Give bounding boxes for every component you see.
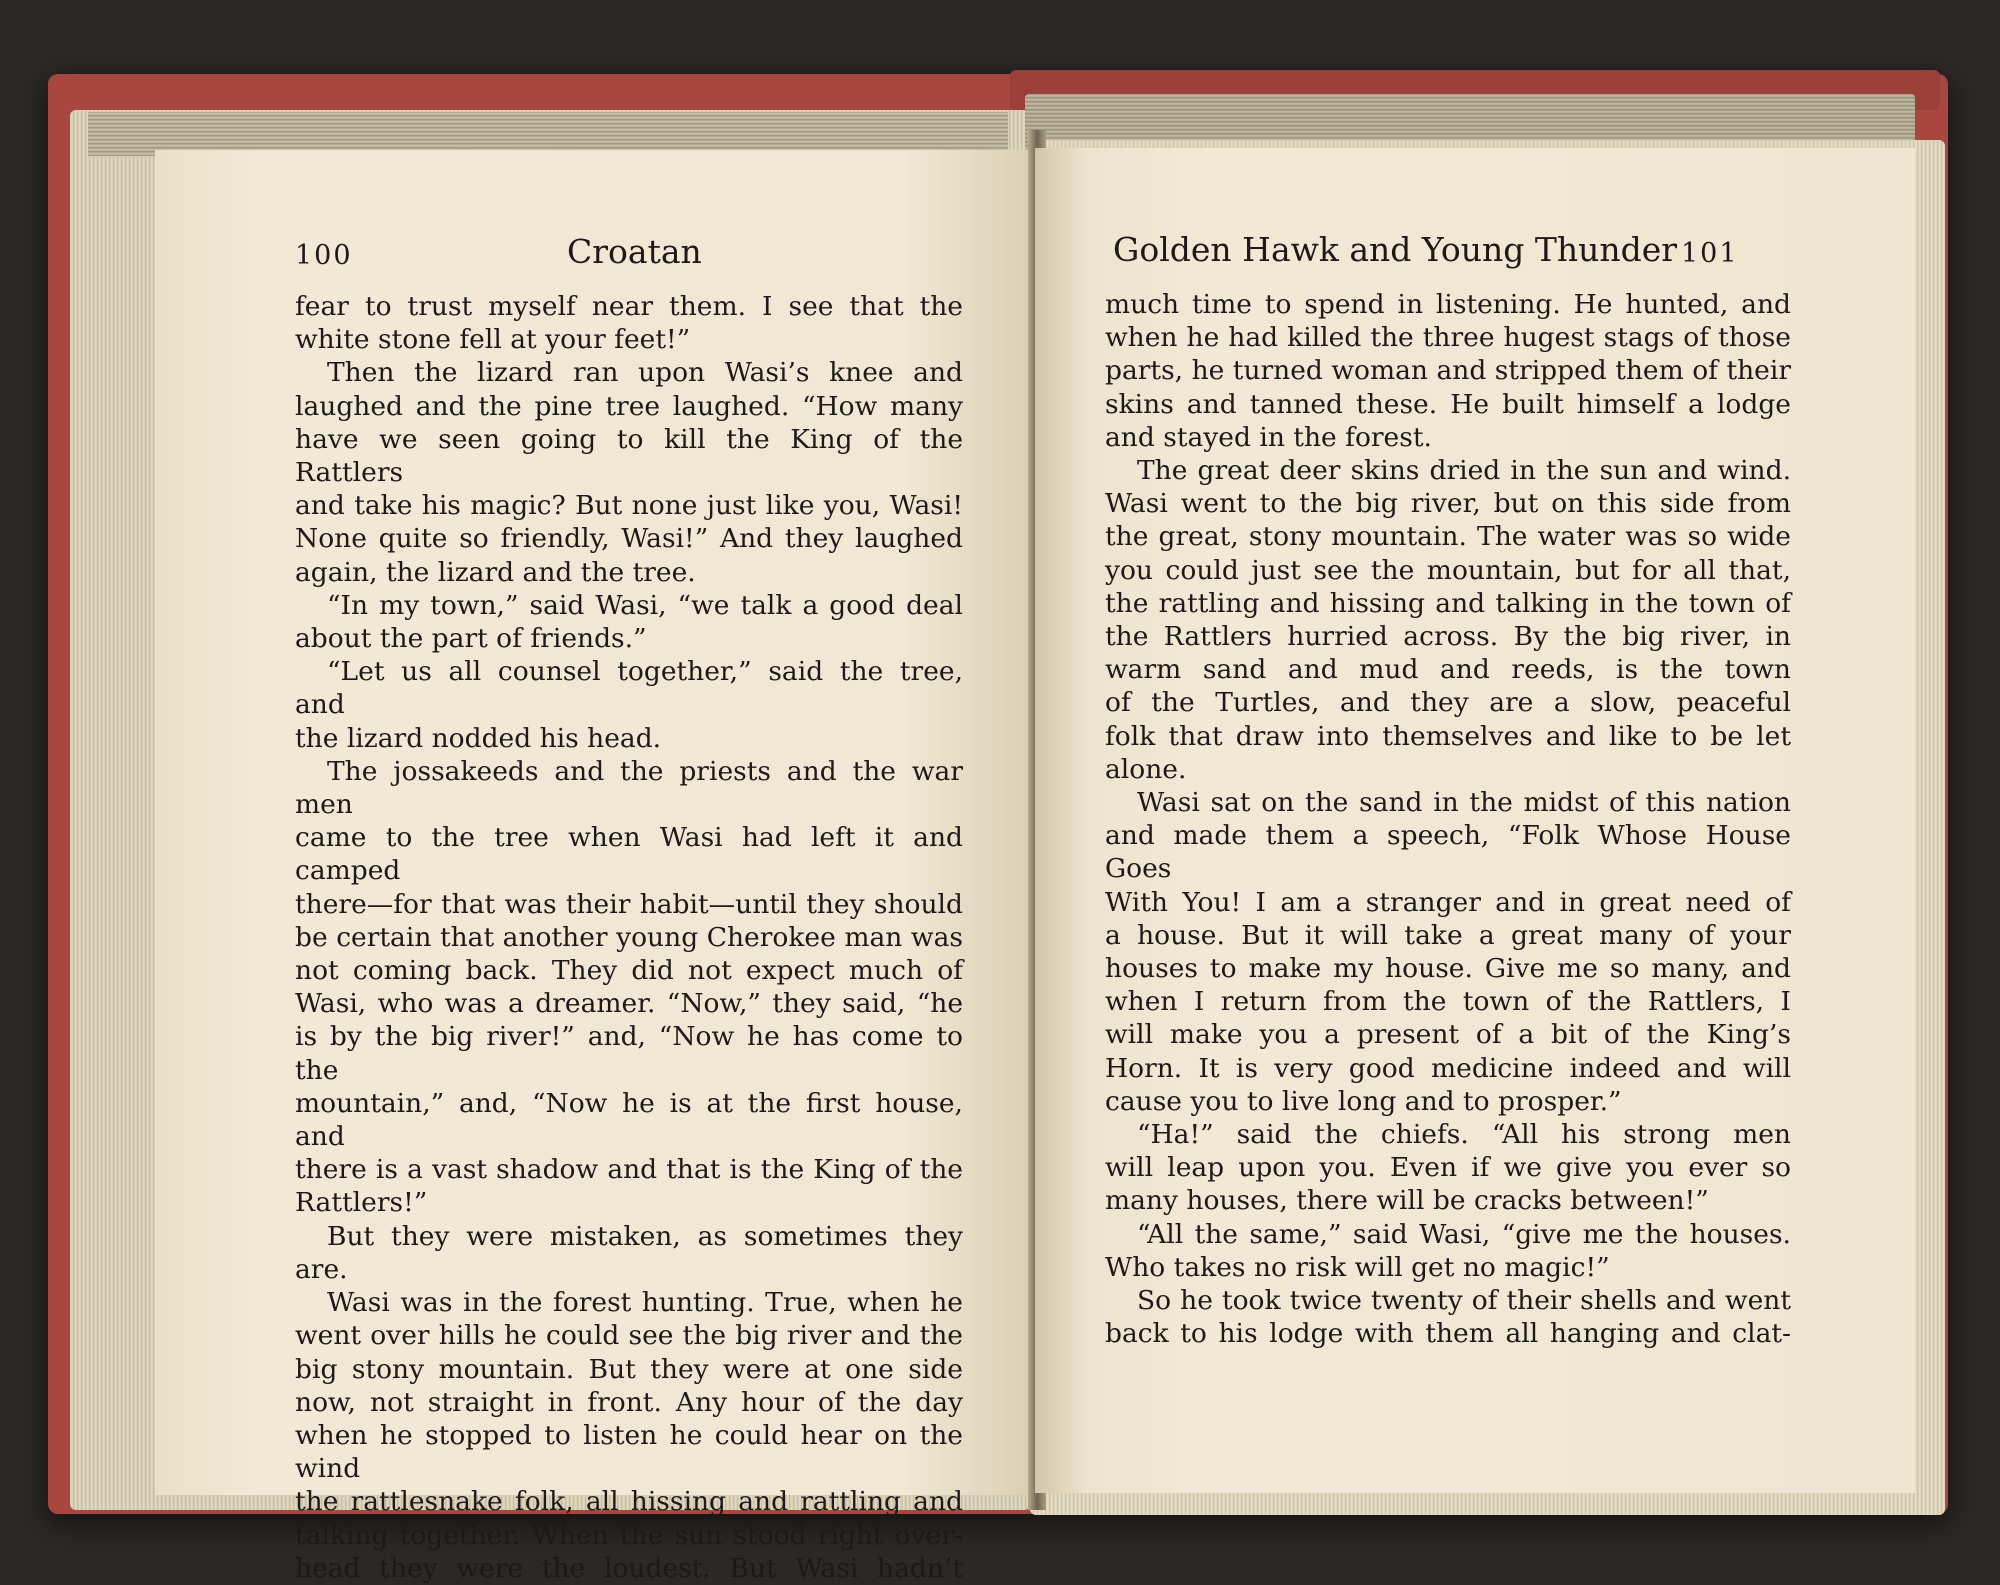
text-line: skins and tanned these. He built himself a lodge <box>1105 388 1791 420</box>
right-page-number: 101 <box>1681 238 1739 269</box>
left-page-text <box>295 290 963 1585</box>
text-line: you could just see the mountain, but for all that, <box>1105 554 1791 586</box>
text-line: the lizard nodded his head. <box>295 722 662 754</box>
text-line: about the part of friends.” <box>295 623 647 655</box>
left-running-head: Croatan <box>567 232 702 271</box>
text-line: warm sand and mud and reeds, is the town <box>1105 654 1791 686</box>
text-line: went over hills he could see the big river and the <box>295 1320 963 1352</box>
text-line: Wasi sat on the sand in the midst of this nation <box>1137 787 1791 819</box>
text-line: Wasi went to the big river, but on this side from <box>1105 488 1791 520</box>
text-line: when I return from the town of the Rattlers, I <box>1105 986 1791 1018</box>
text-line: back to his lodge with them all hanging and clat- <box>1105 1318 1791 1350</box>
text-line: big stony mountain. But they were at one side <box>295 1353 963 1385</box>
text-line: again, the lizard and the tree. <box>295 556 696 588</box>
text-line: With You! I am a stranger and in great need of <box>1105 886 1791 918</box>
text-line: Wasi was in the forest hunting. True, when he <box>327 1287 963 1319</box>
text-line: have we seen going to kill the King of the Rattlers <box>295 423 963 489</box>
text-line: there—for that was their habit—until they should <box>295 888 963 920</box>
text-line: But they were mistaken, as sometimes they are. <box>295 1220 963 1285</box>
text-line: the Rattlers hurried across. By the big river, in <box>1105 621 1791 653</box>
text-line: cause you to live long and to prosper.” <box>1105 1085 1622 1117</box>
text-line: not coming back. They did not expect much of <box>295 955 963 987</box>
text-line: came to the tree when Wasi had left it and camped <box>295 822 963 887</box>
text-line: now, not straight in front. Any hour of the day <box>295 1386 963 1418</box>
text-line: “In my town,” said Wasi, “we talk a good deal <box>327 589 963 621</box>
text-line: much time to spend in listening. He hunted, and <box>1105 289 1791 320</box>
text-line: and stayed in the forest. <box>1105 421 1432 453</box>
text-line: a house. But it will take a great many of your <box>1105 919 1791 951</box>
right-page-text <box>1105 288 1791 1351</box>
text-line: Rattlers!” <box>295 1187 428 1219</box>
left-page-number: 100 <box>295 240 353 271</box>
text-line: parts, he turned woman and stripped them of their <box>1105 355 1791 387</box>
text-line: laughed and the pine tree laughed. “How many <box>295 390 963 422</box>
right-running-head: Golden Hawk and Young Thunder <box>1113 230 1678 269</box>
text-line: and take his magic? But none just like you, Wasi! <box>295 490 963 522</box>
text-line: will leap upon you. Even if we give you ever so <box>1105 1152 1791 1184</box>
text-line: mountain,” and, “Now he is at the first house, and <box>295 1087 963 1153</box>
text-line: folk that draw into themselves and like to be let <box>1105 720 1791 752</box>
right-page <box>1035 148 1915 1493</box>
text-line: many houses, there will be cracks between!” <box>1105 1185 1709 1217</box>
text-line: Then the lizard ran upon Wasi’s knee and <box>327 357 963 389</box>
text-line: alone. <box>1105 753 1187 785</box>
text-line: head they were the loudest. But Wasi hadn’t <box>295 1552 963 1584</box>
text-line: and made them a speech, “Folk Whose House Goes <box>1105 820 1791 885</box>
text-line: will make you a present of a bit of the King’s <box>1105 1019 1791 1051</box>
text-line: there is a vast shadow and that is the King of the <box>295 1154 963 1186</box>
text-line: is by the big river!” and, “Now he has come to the <box>295 1021 963 1086</box>
text-line: Who takes no risk will get no magic!” <box>1105 1251 1610 1283</box>
text-line: “Let us all counsel together,” said the tree, and <box>295 656 963 721</box>
text-line: “Ha!” said the chiefs. “All his strong men <box>1137 1119 1791 1151</box>
text-line: Wasi, who was a dreamer. “Now,” they said, “he <box>295 988 963 1020</box>
text-line: be certain that another young Cherokee man was <box>295 921 963 953</box>
text-line: The jossakeeds and the priests and the war men <box>295 755 963 821</box>
text-line: Horn. It is very good medicine indeed and will <box>1105 1052 1791 1084</box>
text-line: The great deer skins dried in the sun and wind. <box>1137 455 1791 487</box>
text-line: the great, stony mountain. The water was so wide <box>1105 521 1791 553</box>
text-line: when he stopped to listen he could hear on the wind <box>295 1419 963 1485</box>
text-line: white stone fell at your feet!” <box>295 324 691 356</box>
text-line: “All the same,” said Wasi, “give me the houses. <box>1137 1218 1791 1250</box>
text-line: fear to trust myself near them. I see that the <box>295 291 963 322</box>
text-line: the rattling and hissing and talking in the town of <box>1105 587 1791 619</box>
text-line: So he took twice twenty of their shells and went <box>1137 1285 1791 1317</box>
text-line: the rattlesnake folk, all hissing and rattling and <box>295 1486 963 1518</box>
text-line: of the Turtles, and they are a slow, peaceful <box>1105 687 1791 719</box>
text-line: houses to make my house. Give me so many, and <box>1105 953 1791 985</box>
text-line: None quite so friendly, Wasi!” And they laughed <box>295 523 963 555</box>
text-line: when he had killed the three hugest stags of those <box>1105 322 1791 354</box>
text-line: talking together. When the sun stood right over- <box>295 1519 963 1551</box>
left-page <box>155 150 1035 1584</box>
